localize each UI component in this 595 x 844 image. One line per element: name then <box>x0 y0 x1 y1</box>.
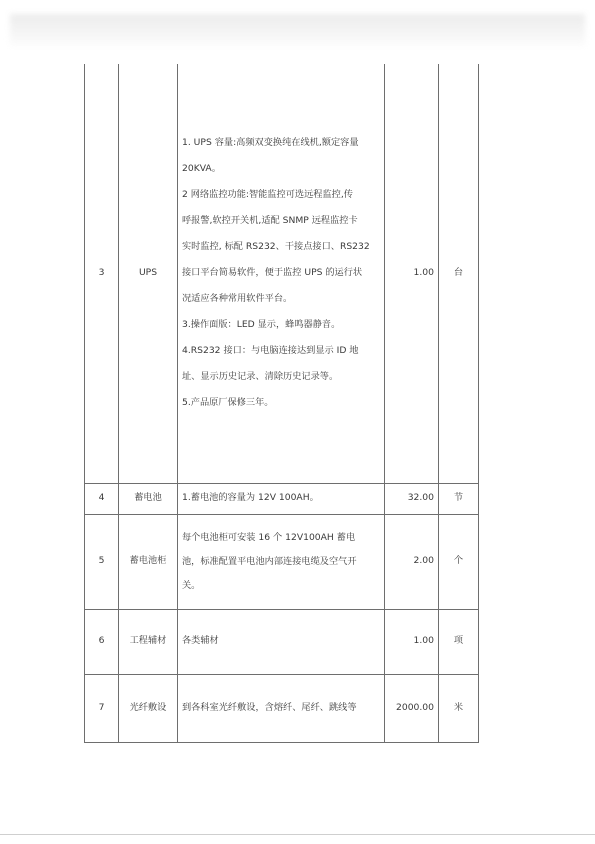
desc-line: 20KVA。 <box>182 163 221 175</box>
desc-line: 每个电池柜可安装 16 个 12V100AH 蓄电 <box>182 531 356 543</box>
item-name: 蓄电池 <box>119 483 178 514</box>
item-unit: 节 <box>439 483 479 514</box>
equipment-spec-table <box>84 64 479 743</box>
desc-line: 2 网络监控功能:智能监控可选远程监控,传 <box>182 189 353 201</box>
scan-smudge <box>10 14 585 46</box>
table-row-battery-cabinet <box>85 514 479 609</box>
desc-line: 5.产品原厂保修三年。 <box>182 397 274 409</box>
desc-line: 1. UPS 容量:高频双变换纯在线机,额定容量 <box>182 137 359 149</box>
item-description <box>178 64 385 483</box>
item-quantity: 32.00 <box>385 483 439 514</box>
table-row-battery <box>85 483 479 514</box>
item-name: 工程辅材 <box>119 609 178 674</box>
item-quantity: 1.00 <box>385 609 439 674</box>
row-number: 6 <box>85 609 119 674</box>
desc-line: 3.操作面版：LED 显示，蜂鸣器静音。 <box>182 319 341 331</box>
item-unit: 项 <box>439 609 479 674</box>
item-name: UPS <box>119 64 178 483</box>
table-row-materials <box>85 609 479 674</box>
desc-line: 接口平台简易软件，便于监控 UPS 的运行状 <box>182 267 363 279</box>
item-quantity: 2000.00 <box>385 674 439 742</box>
desc-line: 4.RS232 接口：与电脑连接达到显示 ID 地 <box>182 345 359 357</box>
row-number: 4 <box>85 483 119 514</box>
desc-line: 址、显示历史记录、清除历史记录等。 <box>182 371 339 383</box>
desc-line: 关。 <box>182 579 201 591</box>
item-unit: 个 <box>439 514 479 609</box>
row-number: 7 <box>85 674 119 742</box>
table-row-ups <box>85 64 479 483</box>
item-description <box>178 483 385 514</box>
item-quantity: 2.00 <box>385 514 439 609</box>
item-description <box>178 514 385 609</box>
table-row-fiber <box>85 674 479 742</box>
desc-line: 实时监控, 标配 RS232、干接点接口、RS232 <box>182 241 370 253</box>
desc-line: 况适应各种常用软件平台。 <box>182 293 293 305</box>
desc-line: 各类辅材 <box>182 635 219 647</box>
page-edge-divider <box>0 834 595 835</box>
item-description <box>178 674 385 742</box>
item-description <box>178 609 385 674</box>
item-unit: 台 <box>439 64 479 483</box>
item-name: 光纤敷设 <box>119 674 178 742</box>
row-number: 5 <box>85 514 119 609</box>
desc-line: 呼报警,软控开关机,适配 SNMP 远程监控卡 <box>182 215 358 227</box>
desc-line: 1.蓄电池的容量为 12V 100AH。 <box>182 492 319 504</box>
item-quantity: 1.00 <box>385 64 439 483</box>
desc-line: 池，标准配置平电池内部连接电缆及空气开 <box>182 555 357 567</box>
item-unit: 米 <box>439 674 479 742</box>
row-number: 3 <box>85 64 119 483</box>
item-name: 蓄电池柜 <box>119 514 178 609</box>
desc-line: 到各科室光纤敷设，含熔纤、尾纤、跳线等 <box>182 701 357 713</box>
